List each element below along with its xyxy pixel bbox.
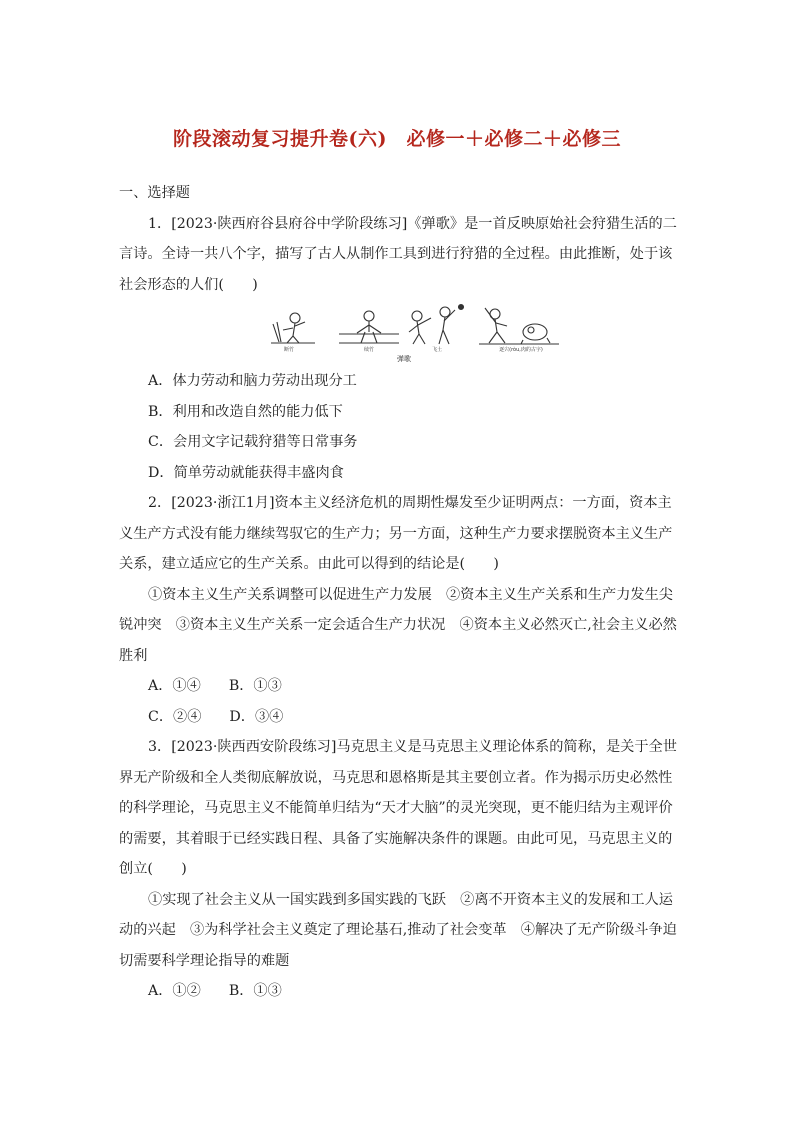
figure-chasing-game (479, 308, 559, 344)
question-3-stem: 3．[2023·陕西西安阶段练习]马克思主义是马克思主义理论体系的简称，是关于全世界无产阶级和全人类彻底解放说，马克思和恩格斯是其主要创立者。作为揭示历史必然性的科学理论，马克思主义不能简单归结为“天才大脑”的灵光突现，更不能归结为主观评价的需要，其着眼于已经实践日程、具备了实施解决条件的课题。由此可见，马克思主义的创立( ) (119, 739, 677, 877)
question-2-options-row-2 (119, 702, 679, 733)
question-2-option-b: B．①③ (228, 678, 282, 694)
question-2-statements: ①资本主义生产关系调整可以促进生产力发展 ②资本主义生产关系和生产力发生尖锐冲突 ③资本主义生产关系一定会适合生产力状况 ④资本主义必然灭亡,社会主义必然胜利 (119, 586, 677, 664)
page-title: 阶段滚动复习提升卷(六) 必修一＋必修二＋必修三 (173, 128, 621, 150)
figure-label: 逐宍(ròu,肉的古字) (499, 347, 543, 353)
question-2-stem: 2．[2023·浙江1月]资本主义经济危机的周期性爆发至少证明两点：一方面，资本主义生产方式没有能力继续驾驭它的生产力；另一方面，这种生产力要求摆脱资本主义生产关系，建立适应它的生产关系。由此可以得到的结论是( ) (119, 495, 673, 572)
figure-cutting-bamboo (271, 313, 315, 343)
question-3-option-a: A．①② (148, 983, 201, 999)
question-1-option-a: A．体力劳动和脑力劳动出现分工 (148, 373, 357, 389)
question-2-options-row-1 (119, 671, 679, 702)
question-1-option-d: D．简单劳动就能获得丰盛肉食 (148, 464, 344, 481)
question-2-option-c: C．②④ (148, 708, 202, 725)
question-1-option-b: B．利用和改造自然的能力低下 (148, 403, 343, 420)
question-1-option-c: C．会用文字记载狩猎等日常事务 (148, 434, 358, 450)
question-2-option-d: D．③④ (229, 708, 284, 725)
question-3-statements: ①实现了社会主义从一国实践到多国实践的飞跃 ②离不开资本主义的发展和工人运动的兴起 ③为科学社会主义奠定了理论基石,推动了社会变革 ④解决了无产阶级斗争迫切需要科学理论指导的难题 (119, 891, 677, 969)
figure-caption: 弹歌 (397, 355, 411, 363)
question-2-option-a: A．①④ (148, 678, 201, 694)
question-1-figure (119, 300, 679, 366)
figure-label: 飞土 (431, 347, 443, 353)
document-body (119, 178, 679, 1007)
figure-label: 续竹 (363, 347, 375, 353)
question-3-options-row-1 (119, 976, 679, 1007)
question-1-stem: 1．[2023·陕西府谷县府谷中学阶段练习]《弹歌》是一首反映原始社会狩猎生活的二言诗。全诗一共八个字，描写了古人从制作工具到进行狩猎的全过程。由此推断，处于该社会形态的人们( ) (119, 215, 677, 293)
figure-flying-clay (409, 305, 464, 345)
question-3-option-b: B．①③ (228, 983, 282, 999)
tan-ge-illustration (269, 302, 569, 364)
figure-label: 断竹 (283, 347, 295, 353)
figure-joining-bamboo (339, 311, 399, 343)
section-heading: 一、选择题 (119, 185, 190, 201)
